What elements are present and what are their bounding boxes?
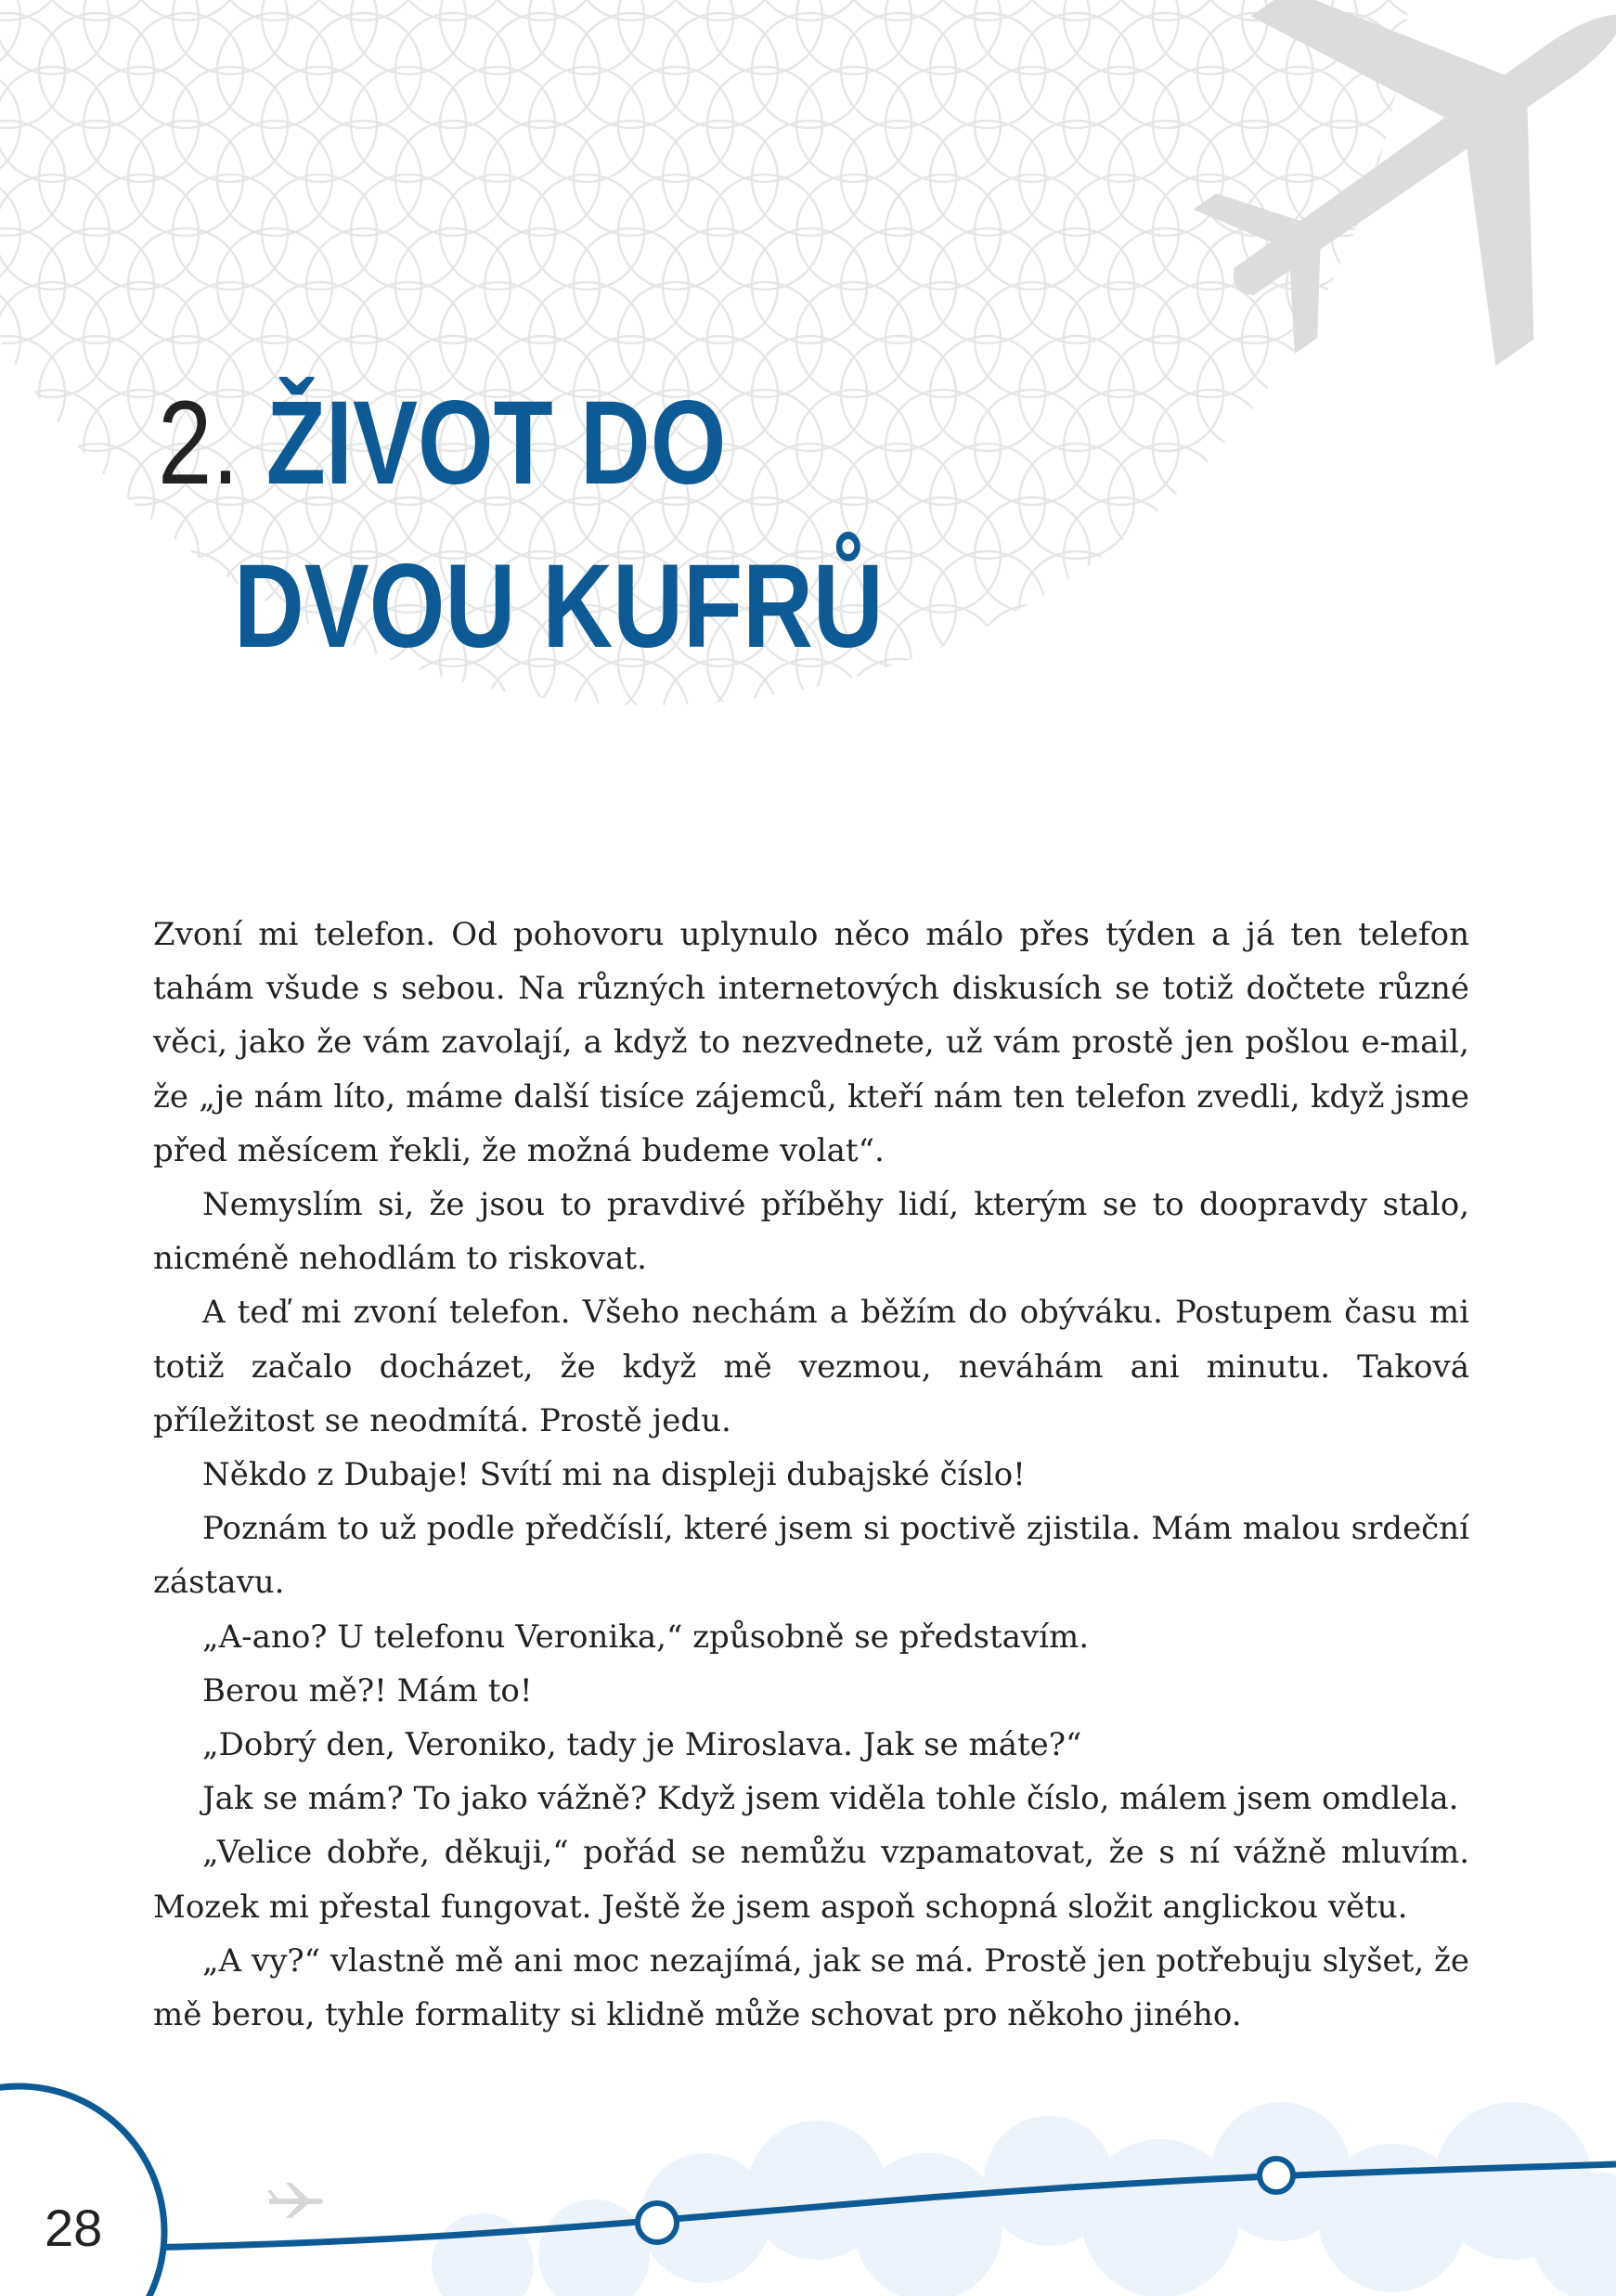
paragraph: A teď mi zvoní telefon. Všeho nechám a běžím do obýváku. Postupem času mi totiž začalo docházet, že když mě vezmou, neváhám ani minutu. Taková příležitost se neodmítá. Prostě jedu. bbox=[153, 1294, 1469, 1439]
paragraph: Poznám to už podle předčíslí, které jsem si poctivě zjistila. Mám malou srdeční zástavu. bbox=[153, 1510, 1469, 1602]
paragraph: „A-ano? U telefonu Veronika,“ způsobně se představím. bbox=[202, 1618, 1090, 1656]
paragraph: Berou mě?! Mám to! bbox=[202, 1671, 533, 1709]
chapter-number: 2. bbox=[158, 377, 239, 510]
page-number: 28 bbox=[45, 2199, 103, 2257]
bubble-pattern bbox=[432, 2102, 1616, 2296]
flight-path-node bbox=[1260, 2159, 1293, 2192]
chapter-body-text bbox=[153, 908, 1469, 2042]
chapter-title bbox=[158, 362, 884, 689]
flight-path-node bbox=[638, 2203, 677, 2242]
paragraph: Někdo z Dubaje! Svítí mi na displeji dubajské číslo! bbox=[202, 1456, 1026, 1494]
chapter-title-line-2: DVOU KUFRŮ bbox=[234, 540, 884, 673]
flight-path-decoration bbox=[0, 2079, 1616, 2296]
paragraph: Nemyslím si, že jsou to pravdivé příběhy lidí, kterým se to doopravdy stalo, nicméně nehodlám to riskovat. bbox=[153, 1186, 1469, 1278]
paragraph: Zvoní mi telefon. Od pohovoru uplynulo něco málo přes týden a já ten telefon tahám všude s sebou. Na různých internetových diskusích se totiž dočtete různé věci, jako že vám zavolají, a když to nezvednete, už vám prostě jen pošlou e-mail, že „je nám líto, máme další tisíce zájemců, kteří nám ten telefon zvedli, když jsme před měsícem řekli, že možná budeme volat“. bbox=[153, 916, 1469, 1169]
paragraph: „Velice dobře, děkuji,“ pořád se nemůžu vzpamatovat, že s ní vážně mluvím. Mozek mi přestal fungovat. Ještě že jsem aspoň schopná složit anglickou větu. bbox=[153, 1834, 1469, 1926]
paragraph: „A vy?“ vlastně mě ani moc nezajímá, jak se má. Prostě jen potřebuju slyšet, že mě berou, tyhle formality si klidně může schovat pro někoho jiného. bbox=[153, 1941, 1469, 2034]
chapter-title-line-1: ŽIVOT DO bbox=[265, 377, 727, 510]
page-number-circle bbox=[0, 2086, 164, 2296]
small-airplane-icon bbox=[267, 2183, 324, 2218]
paragraph: „Dobrý den, Veroniko, tady je Miroslava. Jak se máte?“ bbox=[202, 1726, 1082, 1764]
paragraph: Jak se mám? To jako vážně? Když jsem viděla tohle číslo, málem jsem omdlela. bbox=[202, 1780, 1459, 1818]
